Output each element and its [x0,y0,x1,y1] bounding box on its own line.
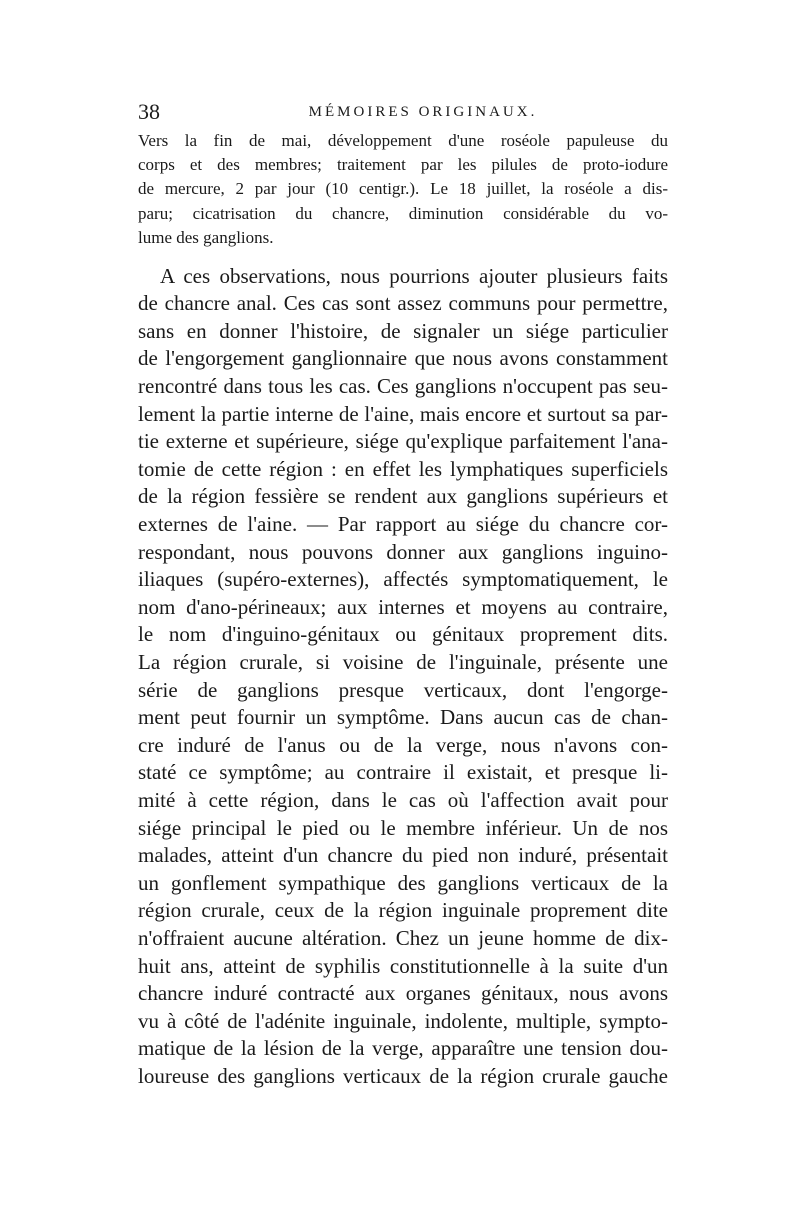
body-line: de chancre anal. Ces cas sont assez communs pour permettre, [138,291,668,315]
body-line: iliaques (supéro-externes), affectés symptomatiquement, le [138,567,668,591]
body-line: mité à cette région, dans le cas où l'affection avait pour [138,788,668,812]
body-line: externes de l'aine. — Par rapport au siége du chancre cor- [138,512,668,536]
page-number: 38 [138,99,160,124]
body-line: La région crurale, si voisine de l'inguinale, présente une [138,650,668,674]
body-line: siége principal le pied ou le membre inférieur. Un de nos [138,816,668,840]
body-line: malades, atteint d'un chancre du pied non induré, présentait [138,843,668,867]
body-line: de l'engorgement ganglionnaire que nous avons constamment [138,346,668,370]
body-line: huit ans, atteint de syphilis constitutionnelle à la suite d'un [138,954,668,978]
body-line: ment peut fournir un symptôme. Dans aucun cas de chan- [138,705,668,729]
body-line: cre induré de l'anus ou de la verge, nous n'avons con- [138,733,668,757]
body-line: nom d'ano-périneaux; aux internes et moyens au contraire, [138,595,668,619]
body-line: sans en donner l'histoire, de signaler un siége particulier [138,319,668,343]
body-line: chancre induré contracté aux organes génitaux, nous avons [138,981,668,1005]
note-line: paru; cicatrisation du chancre, diminution considérable du vo- [138,204,668,223]
body-line: le nom d'inguino-génitaux ou génitaux proprement dits. [138,622,668,646]
body-line: tomie de cette région : en effet les lymphatiques superficiels [138,457,668,481]
body-line: respondant, nous pouvons donner aux ganglions inguino- [138,540,668,564]
body-line: lement la partie interne de l'aine, mais encore et surtout sa par- [138,402,668,426]
note-line: de mercure, 2 par jour (10 centigr.). Le 18 juillet, la roséole a dis- [138,179,668,198]
body-line: n'offraient aucune altération. Chez un jeune homme de dix- [138,926,668,950]
body-line: loureuse des ganglions verticaux de la région crurale gauche [138,1064,668,1088]
body-line: tie externe et supérieure, siége qu'explique parfaitement l'ana- [138,429,668,453]
body-line: région crurale, ceux de la région inguinale proprement dite [138,898,668,922]
note-line: lume des ganglions. [138,228,274,247]
running-title: MÉMOIRES ORIGINAUX. [308,104,538,120]
body-line: matique de la lésion de la verge, apparaître une tension dou- [138,1036,668,1060]
body-line: staté ce symptôme; au contraire il existait, et presque li- [138,760,668,784]
note-line: Vers la fin de mai, développement d'une roséole papuleuse du [138,131,668,150]
body-line: un gonflement sympathique des ganglions verticaux de la [138,871,668,895]
note-line: corps et des membres; traitement par les pilules de proto-iodure [138,155,668,174]
body-line: série de ganglions presque verticaux, dont l'engorge- [138,678,668,702]
running-head [138,97,668,127]
body-line: vu à côté de l'adénite inguinale, indolente, multiple, sympto- [138,1009,668,1033]
body-line: de la région fessière se rendent aux ganglions supérieurs et [138,484,668,508]
body-line: A ces observations, nous pourrions ajouter plusieurs faits [160,264,668,288]
body-line: rencontré dans tous les cas. Ces ganglions n'occupent pas seu- [138,374,668,398]
